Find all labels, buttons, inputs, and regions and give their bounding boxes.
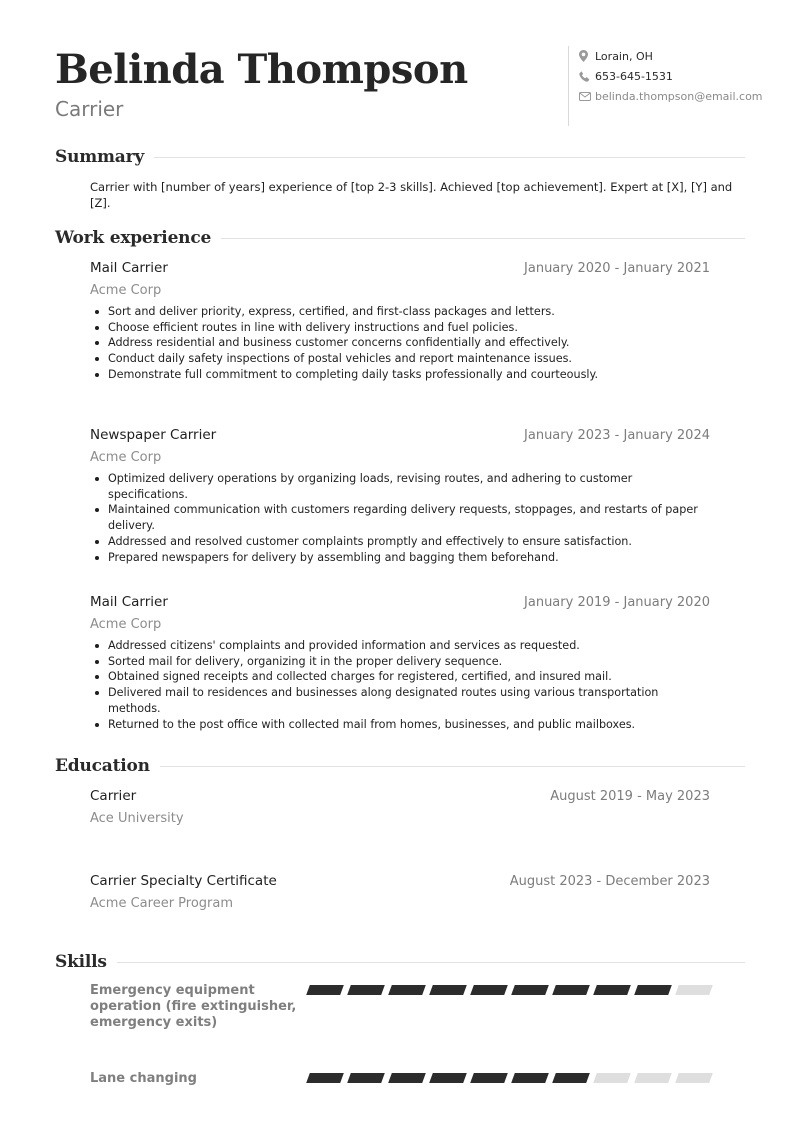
work-entry bbox=[90, 594, 710, 732]
skill-name: Emergency equipment operation (fire extinguisher, emergency exits) bbox=[90, 983, 297, 1030]
list-item: Address residential and business customer concerns confidentially and effectively. bbox=[90, 335, 710, 351]
job-dates: January 2020 - January 2021 bbox=[524, 261, 710, 276]
section-divider bbox=[117, 962, 745, 963]
list-item: Addressed and resolved customer complaints promptly and effectively to ensure satisfaction. bbox=[90, 534, 710, 550]
job-dates: January 2019 - January 2020 bbox=[524, 595, 710, 610]
list-item: Demonstrate full commitment to completing daily tasks professionally and courteously. bbox=[90, 367, 710, 383]
skill-segment-empty bbox=[634, 1073, 672, 1083]
work-entry bbox=[90, 260, 710, 383]
resume-header bbox=[55, 44, 555, 122]
degree-title: Carrier bbox=[90, 788, 137, 804]
list-item: Sorted mail for delivery, organizing it in the proper delivery sequence. bbox=[90, 654, 710, 670]
email-link[interactable]: belinda.thompson@email.com bbox=[595, 89, 763, 103]
section-title: Education bbox=[55, 756, 150, 776]
contact-location bbox=[579, 46, 768, 66]
section-education-heading bbox=[55, 756, 745, 776]
summary-text: Carrier with [number of years] experience of [top 2-3 skills]. Achieved [top achievement]. Expert at [X], [Y] and [Z]. bbox=[90, 180, 733, 210]
section-skills-heading bbox=[55, 952, 745, 972]
phone-text: 653-645-1531 bbox=[595, 69, 673, 83]
skill-segment-filled bbox=[429, 1073, 467, 1083]
section-title: Summary bbox=[55, 147, 145, 167]
list-item: Conduct daily safety inspections of postal vehicles and report maintenance issues. bbox=[90, 351, 710, 367]
skill-segment-filled bbox=[388, 985, 426, 995]
section-summary-heading bbox=[55, 147, 745, 167]
education-dates: August 2019 - May 2023 bbox=[550, 789, 710, 804]
skill-segment-empty bbox=[593, 1073, 631, 1083]
degree-title: Carrier Specialty Certificate bbox=[90, 873, 277, 889]
contact-phone bbox=[579, 66, 768, 86]
education-dates: August 2023 - December 2023 bbox=[509, 874, 710, 889]
section-title: Work experience bbox=[55, 228, 212, 248]
skill-segment-filled bbox=[470, 1073, 508, 1083]
education-institution: Ace University bbox=[90, 811, 184, 826]
skill-name: Lane changing bbox=[90, 1071, 197, 1086]
job-title: Newspaper Carrier bbox=[90, 427, 217, 443]
job-company: Acme Corp bbox=[90, 617, 162, 632]
skill-entry bbox=[90, 983, 720, 1031]
job-company: Acme Corp bbox=[90, 450, 162, 465]
skill-segment-filled bbox=[388, 1073, 426, 1083]
skill-segment-filled bbox=[306, 985, 344, 995]
skill-level-bar bbox=[308, 985, 718, 995]
phone-icon bbox=[579, 71, 595, 82]
skill-segment-filled bbox=[552, 985, 590, 995]
location-text: Lorain, OH bbox=[595, 49, 653, 63]
education-institution: Acme Career Program bbox=[90, 896, 234, 911]
list-item: Prepared newspapers for delivery by assembling and bagging them beforehand. bbox=[90, 550, 710, 566]
job-title: Mail Carrier bbox=[90, 260, 168, 276]
list-item: Maintained communication with customers regarding delivery requests, stoppages, and restarts of paper delivery. bbox=[90, 502, 710, 533]
section-divider bbox=[160, 766, 745, 767]
skill-segment-filled bbox=[306, 1073, 344, 1083]
skill-segment-filled bbox=[593, 985, 631, 995]
section-work-heading bbox=[55, 228, 745, 248]
skill-segment-empty bbox=[675, 1073, 713, 1083]
skill-segment-empty bbox=[675, 985, 713, 995]
section-divider bbox=[154, 157, 745, 158]
skill-segment-filled bbox=[347, 985, 385, 995]
job-dates: January 2023 - January 2024 bbox=[524, 428, 710, 443]
person-name: Belinda Thompson bbox=[55, 46, 468, 93]
skill-segment-filled bbox=[511, 985, 549, 995]
education-entry bbox=[90, 873, 710, 911]
section-divider bbox=[221, 238, 745, 239]
skill-segment-filled bbox=[347, 1073, 385, 1083]
list-item: Addressed citizens' complaints and provided information and services as requested. bbox=[90, 638, 710, 654]
list-item: Returned to the post office with collected mail from homes, businesses, and public mailboxes. bbox=[90, 717, 710, 733]
skill-segment-filled bbox=[511, 1073, 549, 1083]
person-title: Carrier bbox=[55, 97, 124, 121]
contact-email[interactable] bbox=[579, 86, 768, 106]
skill-segment-filled bbox=[552, 1073, 590, 1083]
skill-segment-filled bbox=[634, 985, 672, 995]
list-item: Choose efficient routes in line with delivery instructions and fuel policies. bbox=[90, 320, 710, 336]
job-company: Acme Corp bbox=[90, 283, 162, 298]
education-entry bbox=[90, 788, 710, 826]
job-bullets bbox=[90, 638, 710, 732]
contact-block bbox=[568, 46, 768, 126]
list-item: Optimized delivery operations by organizing loads, revising routes, and adhering to customer specifications. bbox=[90, 471, 710, 502]
envelope-icon bbox=[579, 92, 595, 101]
section-title: Skills bbox=[55, 952, 107, 972]
skill-entry bbox=[90, 1071, 720, 1087]
list-item: Obtained signed receipts and collected charges for registered, certified, and insured mail. bbox=[90, 669, 710, 685]
skill-level-bar bbox=[308, 1073, 718, 1083]
location-pin-icon bbox=[579, 50, 595, 62]
list-item: Sort and deliver priority, express, certified, and first-class packages and letters. bbox=[90, 304, 710, 320]
job-title: Mail Carrier bbox=[90, 594, 168, 610]
skill-segment-filled bbox=[429, 985, 467, 995]
skill-segment-filled bbox=[470, 985, 508, 995]
job-bullets bbox=[90, 304, 710, 383]
job-bullets bbox=[90, 471, 710, 565]
work-entry bbox=[90, 427, 710, 565]
list-item: Delivered mail to residences and businesses along designated routes using various transportation methods. bbox=[90, 685, 710, 716]
